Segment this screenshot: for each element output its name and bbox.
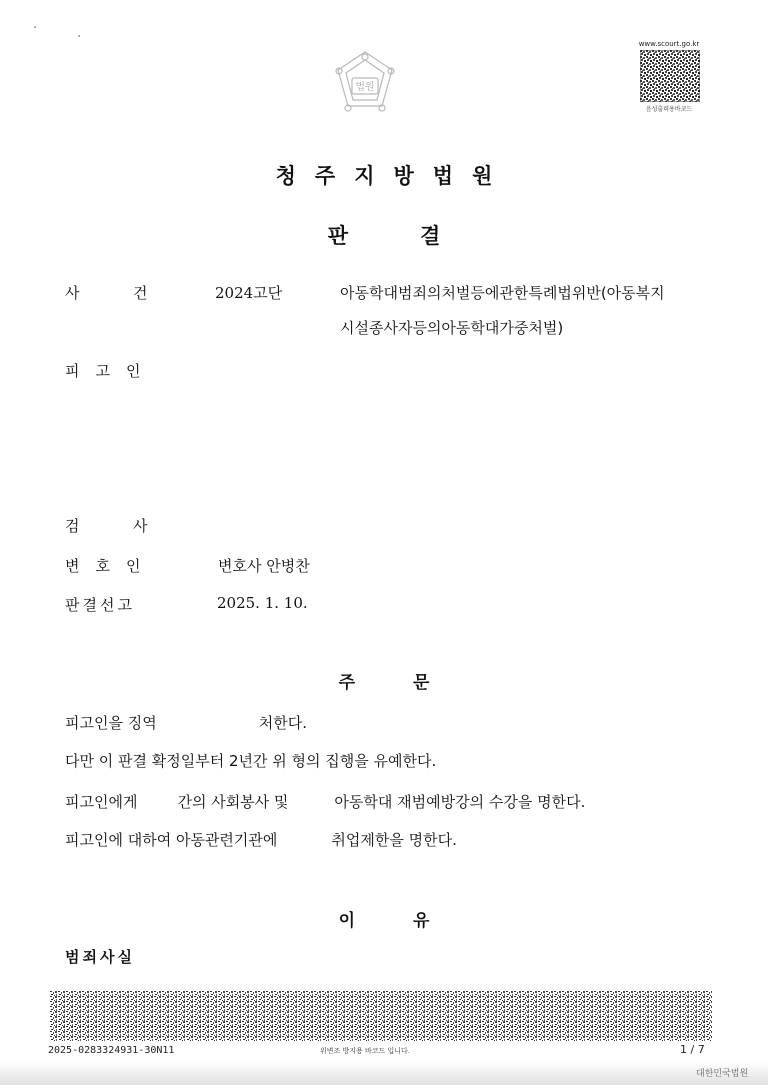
qr-code-icon [640, 50, 700, 102]
qr-label: 음성출력용바코드 [645, 106, 693, 113]
defendant-label: 피고인 [65, 362, 157, 380]
seal-text: 법원 [355, 82, 375, 93]
order-line-4-a: 피고인에 대하여 아동관련기관에 [65, 831, 278, 849]
case-label-char-2: 건 [133, 284, 148, 302]
case-label-char-1: 사 [65, 284, 80, 302]
court-name: 청주지방법원 [275, 164, 512, 188]
case-name-line1: 아동학대범죄의처벌등에관한특례법위반(아동복지 [340, 284, 665, 302]
verdict-date-label: 판결선고 [65, 596, 135, 614]
order-line-3 [65, 791, 585, 812]
court-seal-icon [332, 48, 398, 120]
issuer-label: 대한민국법원 [696, 1069, 749, 1079]
case-name-line2: 시설종사자등의아동학대가중처벌) [340, 319, 564, 337]
forgery-note: 위변조 방지용 바코드 입니다. [320, 1047, 411, 1055]
order-line-3-c: 아동학대 재범예방강의 수강을 명한다. [334, 793, 586, 811]
order-line-1 [65, 712, 307, 733]
verdict-date-value: 2025. 1. 10. [217, 594, 308, 612]
order-line-3-b: 간의 사회봉사 및 [177, 793, 289, 811]
page-number: 1 / 7 [680, 1043, 705, 1056]
order-line-1-b: 처한다. [258, 714, 307, 732]
document-number: 2025-0283324931-30N11 [48, 1045, 175, 1056]
order-line-1-a: 피고인을 징역 [65, 714, 157, 732]
site-url: www.scourt.go.kr [638, 40, 700, 48]
case-number: 2024고단 [215, 284, 283, 302]
order-line-4 [65, 829, 457, 850]
counsel-label: 변호인 [65, 557, 157, 575]
prosecutor-label-char-2: 사 [133, 517, 148, 535]
scan-speck [78, 35, 80, 37]
scan-speck [34, 26, 36, 28]
counsel-value: 변호사 안병찬 [218, 557, 310, 575]
reason-heading: 이유 [338, 911, 488, 931]
order-line-2: 다만 이 판결 확정일부터 2년간 위 형의 집행을 유예한다. [65, 752, 437, 770]
order-line-4-b: 취업제한을 명한다. [331, 831, 457, 849]
order-heading: 주문 [338, 673, 488, 693]
footer-bar [0, 1062, 768, 1085]
prosecutor-label-char-1: 검 [65, 517, 80, 535]
crime-facts-heading: 범죄사실 [65, 948, 135, 966]
document-title: 판결 [327, 224, 513, 248]
order-line-3-a: 피고인에게 [65, 793, 138, 811]
anti-forgery-barcode-icon [50, 991, 712, 1041]
